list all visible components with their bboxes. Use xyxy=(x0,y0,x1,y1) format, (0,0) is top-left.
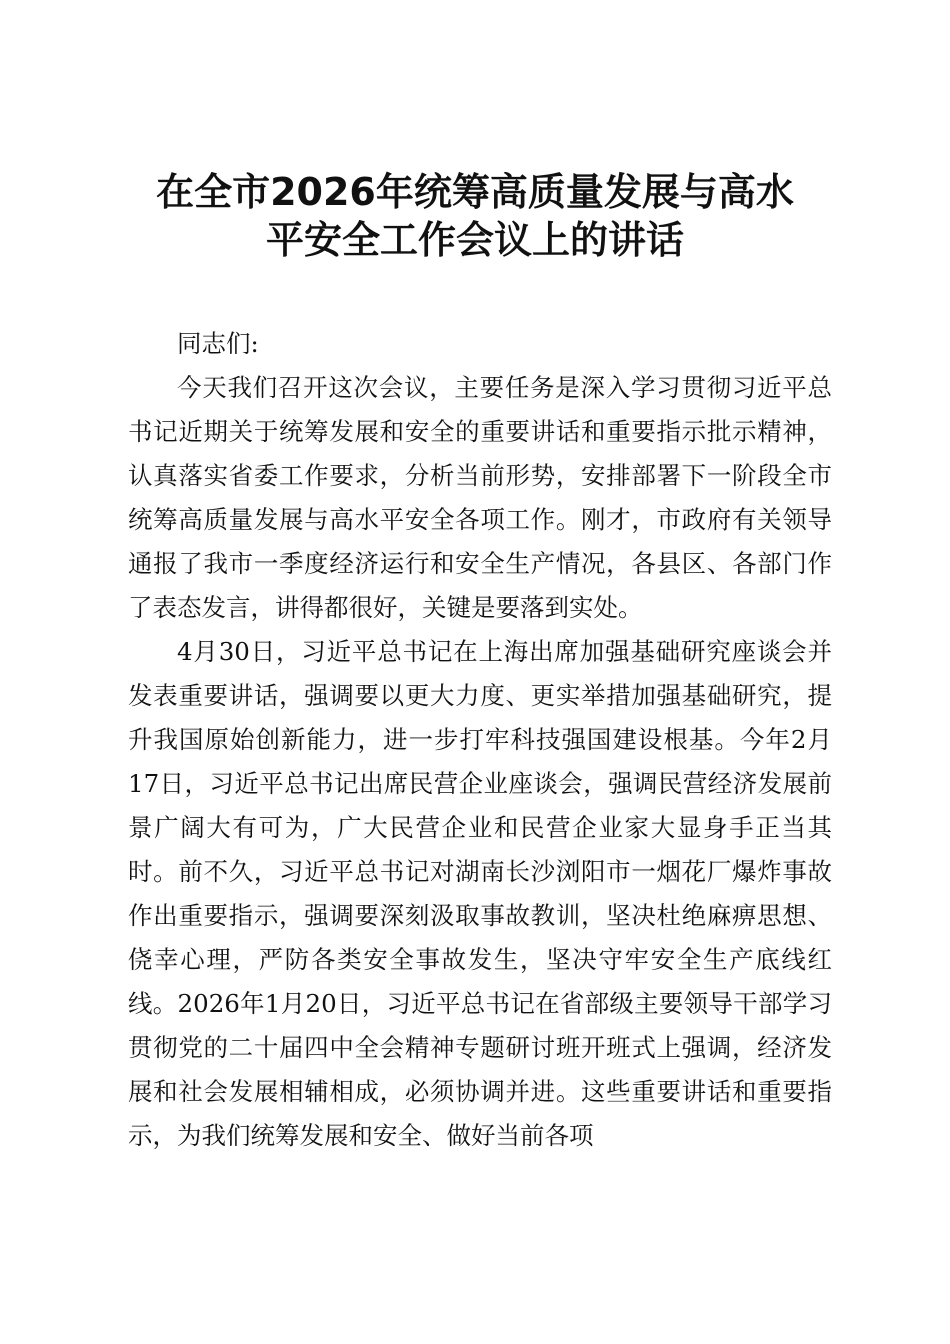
paragraph-1: 今天我们召开这次会议，主要任务是深入学习贯彻习近平总书记近期关于统筹发展和安全的重要讲话和重要指示批示精神，认真落实省委工作要求，分析当前形势，安排部署下一阶段全市统筹高质量发展与高水平安全各项工作。刚才，市政府有关领导通报了我市一季度经济运行和安全生产情况，各县区、各部门作了表态发言，讲得都很好，关键是要落到实处。 xyxy=(128,373,832,622)
salutation: 同志们: xyxy=(177,329,259,358)
document-body xyxy=(128,322,832,1158)
title-line-1: 在全市2026年统筹高质量发展与高水 xyxy=(156,170,794,214)
document-title xyxy=(100,168,850,264)
paragraph-2: 4月30日，习近平总书记在上海出席加强基础研究座谈会并发表重要讲话，强调要以更大力度、更实举措加强基础研究，提升我国原始创新能力，进一步打牢科技强国建设根基。今年2月17日，习近平总书记出席民营企业座谈会，强调民营经济发展前景广阔大有可为，广大民营企业和民营企业家大显身手正当其时。前不久，习近平总书记对湖南长沙浏阳市一烟花厂爆炸事故作出重要指示，强调要深刻汲取事故教训，坚决杜绝麻痹思想、侥幸心理，严防各类安全事故发生，坚决守牢安全生产底线红线。2026年1月20日，习近平总书记在省部级主要领导干部学习贯彻党的二十届四中全会精神专题研讨班开班式上强调，经济发展和社会发展相辅相成，必须协调并进。这些重要讲话和重要指示，为我们统筹发展和安全、做好当前各项 xyxy=(128,637,832,1150)
title-line-2: 平安全工作会议上的讲话 xyxy=(265,218,684,262)
